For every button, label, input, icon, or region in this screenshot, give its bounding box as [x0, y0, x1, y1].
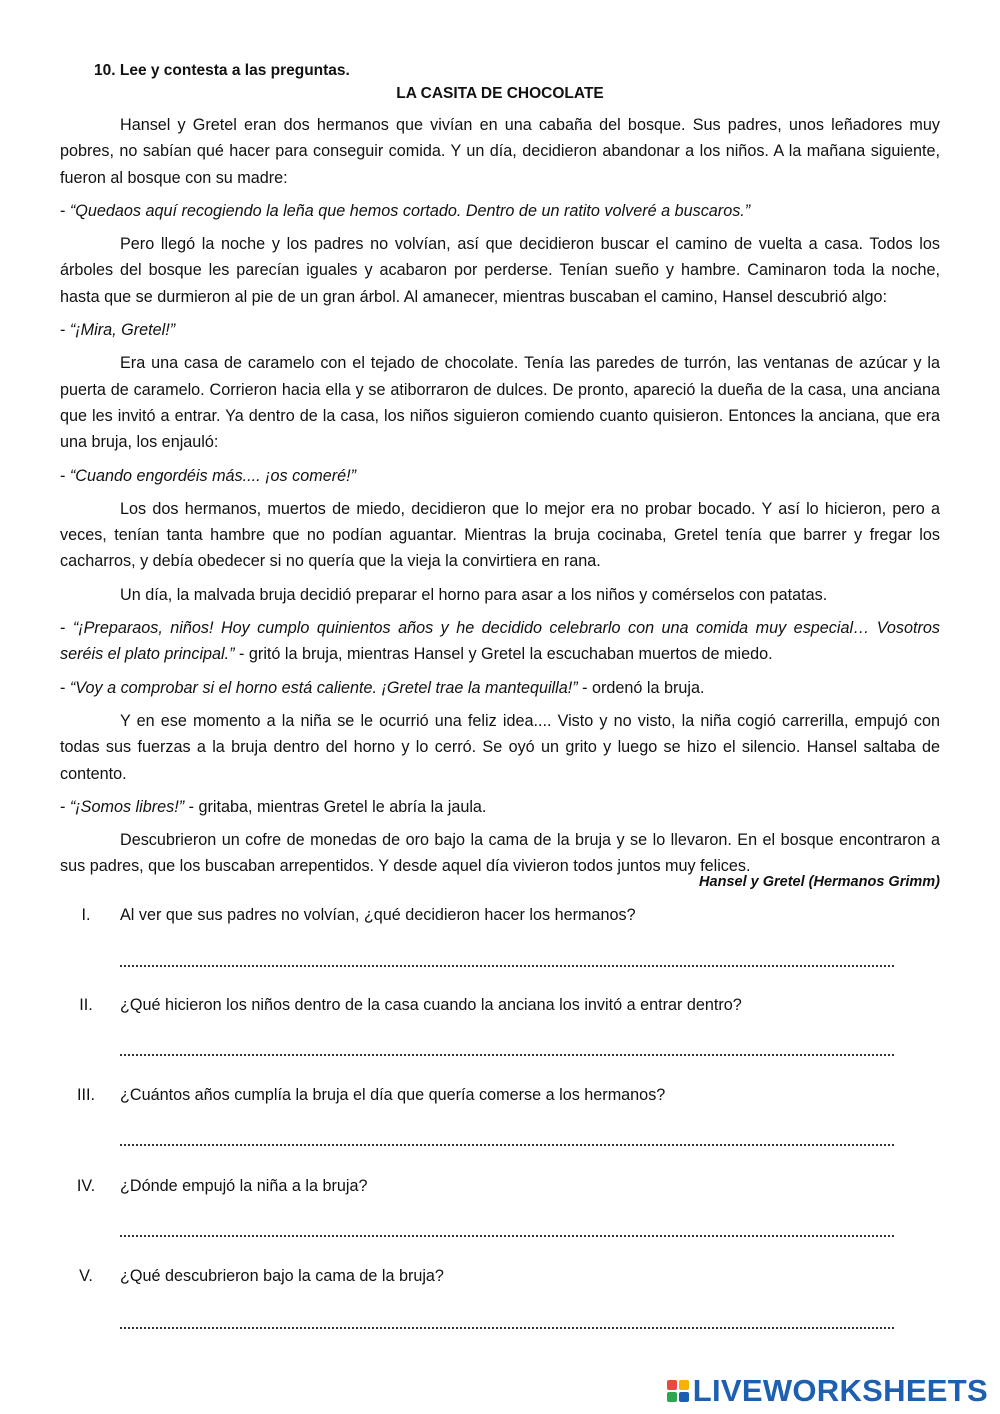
question-text: ¿Qué descubrieron bajo la cama de la bruja? [120, 1267, 444, 1285]
question-number: I. [81, 906, 91, 924]
story-title: LA CASITA DE CHOCOLATE [396, 85, 604, 102]
answer-line[interactable] [120, 1144, 894, 1146]
question-text: ¿Dónde empujó la niña a la bruja? [120, 1177, 368, 1195]
story-paragraph: Pero llegó la noche y los padres no volvían, así que decidieron buscar el camino de vuelta a casa. Todos los árboles del bosque les parecían iguales y acabaron por perderse. Tenían sueño y hambre. Caminaron toda la noche, hasta que se durmieron al pie de un gran árbol. Al amanecer, mientras buscaban el camino, Hansel descubrió algo: [60, 235, 940, 306]
story-dialogue: - “Voy a comprobar si el horno está caliente. ¡Gretel trae la mantequilla!” - ordenó la bruja. [60, 678, 705, 697]
story-paragraph: Era una casa de caramelo con el tejado de chocolate. Tenía las paredes de turrón, las ventanas de azúcar y la puerta de caramelo. Corrieron hacia ella y se atiborraron de dulces. De pronto, apareció la dueña de la casa, una anciana que les invitó a entrar. Ya dentro de la casa, los niños siguieron comiendo cuanto quisieron. Entonces la anciana, que era una bruja, los enjauló: [60, 354, 940, 452]
answer-line[interactable] [120, 1054, 894, 1056]
story-paragraph: Hansel y Gretel eran dos hermanos que vivían en una cabaña del bosque. Sus padres, unos leñadores muy pobres, no sabían qué hacer para conseguir comida. Y un día, decidieron abandonar a los niños. A la mañana siguiente, fueron al bosque con su madre: [60, 116, 940, 187]
question-number: II. [79, 996, 93, 1014]
question-number: IV. [76, 1177, 96, 1195]
answer-line[interactable] [120, 1327, 894, 1329]
story-dialogue: - “¡Preparaos, niños! Hoy cumplo quinientos años y he decidido celebrarlo con una comida muy especial… Vosotros seréis el plato principal.” - gritó la bruja, mientras Hansel y Gretel la escuchaban muertos de miedo. [60, 619, 941, 664]
story-paragraph: Un día, la malvada bruja decidió preparar el horno para asar a los niños y comérselos con patatas. [120, 585, 828, 604]
question-number: III. [77, 1086, 95, 1104]
question-number: V. [79, 1267, 93, 1285]
question-text: ¿Qué hicieron los niños dentro de la casa cuando la anciana los invitó a entrar dentro? [120, 996, 742, 1014]
story-attribution: Hansel y Gretel (Hermanos Grimm) [699, 874, 940, 890]
answer-line[interactable] [120, 965, 894, 967]
story-dialogue: - “¡Somos libres!” - gritaba, mientras Gretel le abría la jaula. [60, 797, 487, 816]
story-dialogue: - “¡Mira, Gretel!” [60, 321, 176, 340]
liveworksheets-logo-icon [667, 1380, 689, 1402]
question-text: Al ver que sus padres no volvían, ¿qué decidieron hacer los hermanos? [120, 906, 636, 924]
liveworksheets-brand [667, 1374, 988, 1408]
answer-line[interactable] [120, 1235, 894, 1237]
question-text: ¿Cuántos años cumplía la bruja el día que quería comerse a los hermanos? [120, 1086, 666, 1104]
story-paragraph: Descubrieron un cofre de monedas de oro bajo la cama de la bruja y se lo llevaron. En el bosque encontraron a sus padres, que los buscaban arrepentidos. Y desde aquel día vivieron todos juntos muy felices. [60, 831, 940, 876]
brand-wordmark: LIVEWORKSHEETS [692, 1373, 988, 1408]
story-dialogue: - “Quedaos aquí recogiendo la leña que hemos cortado. Dentro de un ratito volveré a buscaros.” [60, 201, 751, 220]
story-paragraph: Y en ese momento a la niña se le ocurrió una feliz idea.... Visto y no visto, la niña cogió carrerilla, empujó con todas sus fuerzas a la bruja dentro del horno y lo cerró. Se oyó un grito y luego se hizo el silencio. Hansel saltaba de contento. [60, 711, 940, 783]
story-text [60, 112, 940, 887]
story-paragraph: Los dos hermanos, muertos de miedo, decidieron que lo mejor era no probar bocado. Y así lo hicieron, pero a veces, tenían tanta hambre que no podían aguantar. Mientras la bruja cocinaba, Gretel tenía que barrer y fregar los cacharros, y debía obedecer si no quería que la vieja la convirtiera en rana. [60, 499, 940, 571]
exercise-heading: 10. Lee y contesta a las preguntas. [94, 62, 350, 79]
story-dialogue: - “Cuando engordéis más.... ¡os comeré!” [60, 466, 356, 485]
